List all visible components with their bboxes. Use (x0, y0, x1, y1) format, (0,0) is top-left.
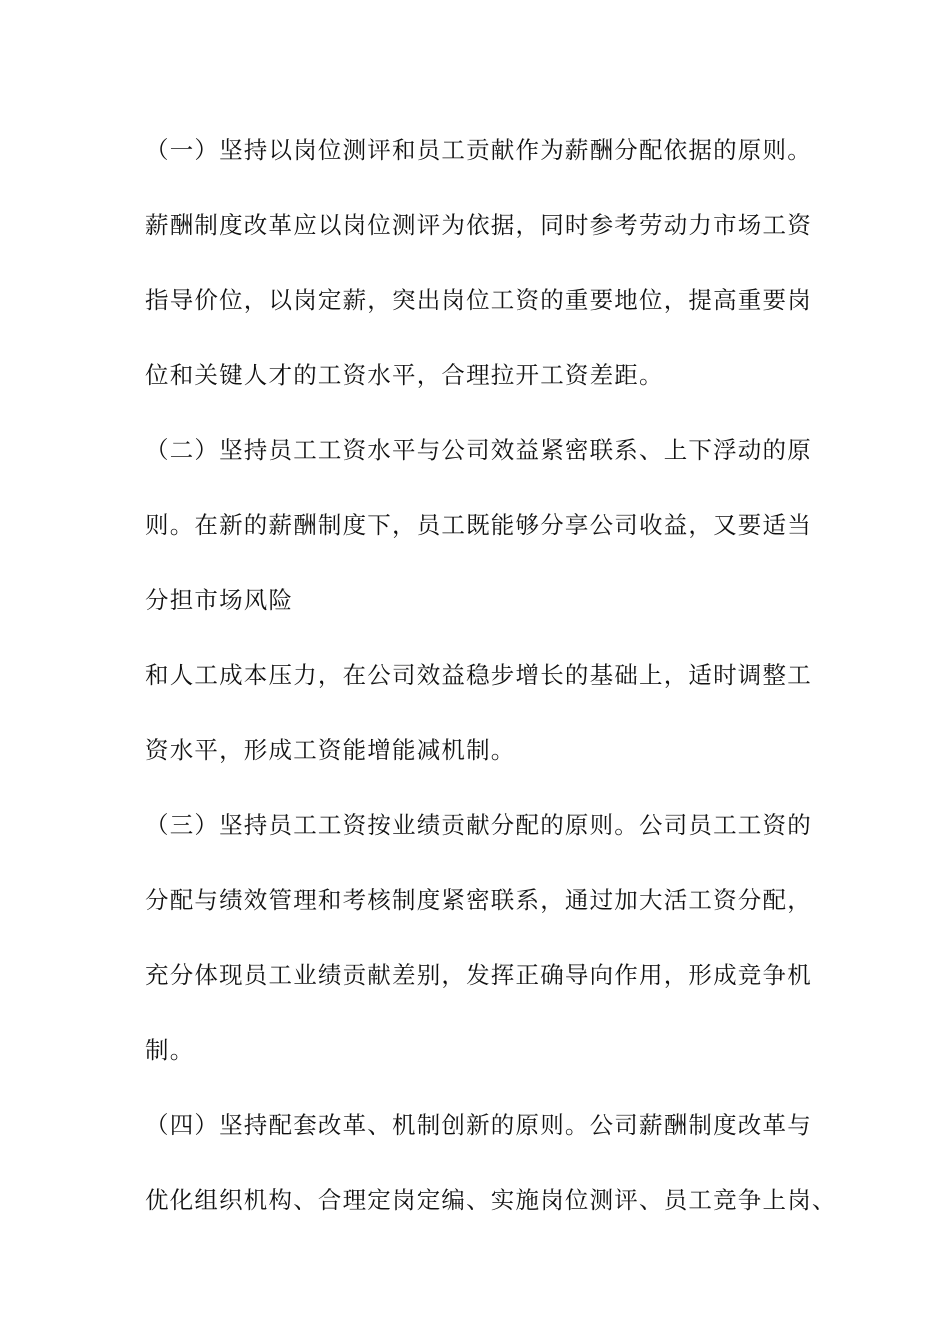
text-line-9: 资水平，形成工资能增能减机制。 (145, 736, 516, 764)
text-line-8: 和人工成本压力，在公司效益稳步增长的基础上，适时调整工 (145, 661, 812, 689)
text-line-7: 分担市场风险 (145, 586, 294, 614)
text-line-15: 优化组织机构、合理定岗定编、实施岗位测评、员工竞争上岗、 (145, 1186, 837, 1214)
text-line-5: （二）坚持员工工资水平与公司效益紧密联系、上下浮动的原 (145, 436, 812, 464)
text-line-3: 指导价位，以岗定薪，突出岗位工资的重要地位，提高重要岗 (145, 286, 812, 314)
text-line-6: 则。在新的薪酬制度下，员工既能够分享公司收益，又要适当 (145, 511, 812, 539)
text-line-13: 制。 (145, 1036, 195, 1064)
text-line-12: 充分体现员工业绩贡献差别，发挥正确导向作用，形成竞争机 (145, 961, 812, 989)
text-line-14: （四）坚持配套改革、机制创新的原则。公司薪酬制度改革与 (145, 1111, 812, 1139)
text-line-1: （一）坚持以岗位测评和员工贡献作为薪酬分配依据的原则。 (145, 136, 812, 164)
text-line-10: （三）坚持员工工资按业绩贡献分配的原则。公司员工工资的 (145, 811, 812, 839)
text-line-4: 位和关键人才的工资水平，合理拉开工资差距。 (145, 361, 664, 389)
text-line-11: 分配与绩效管理和考核制度紧密联系，通过加大活工资分配， (145, 886, 812, 914)
text-line-2: 薪酬制度改革应以岗位测评为依据，同时参考劳动力市场工资 (145, 211, 812, 239)
